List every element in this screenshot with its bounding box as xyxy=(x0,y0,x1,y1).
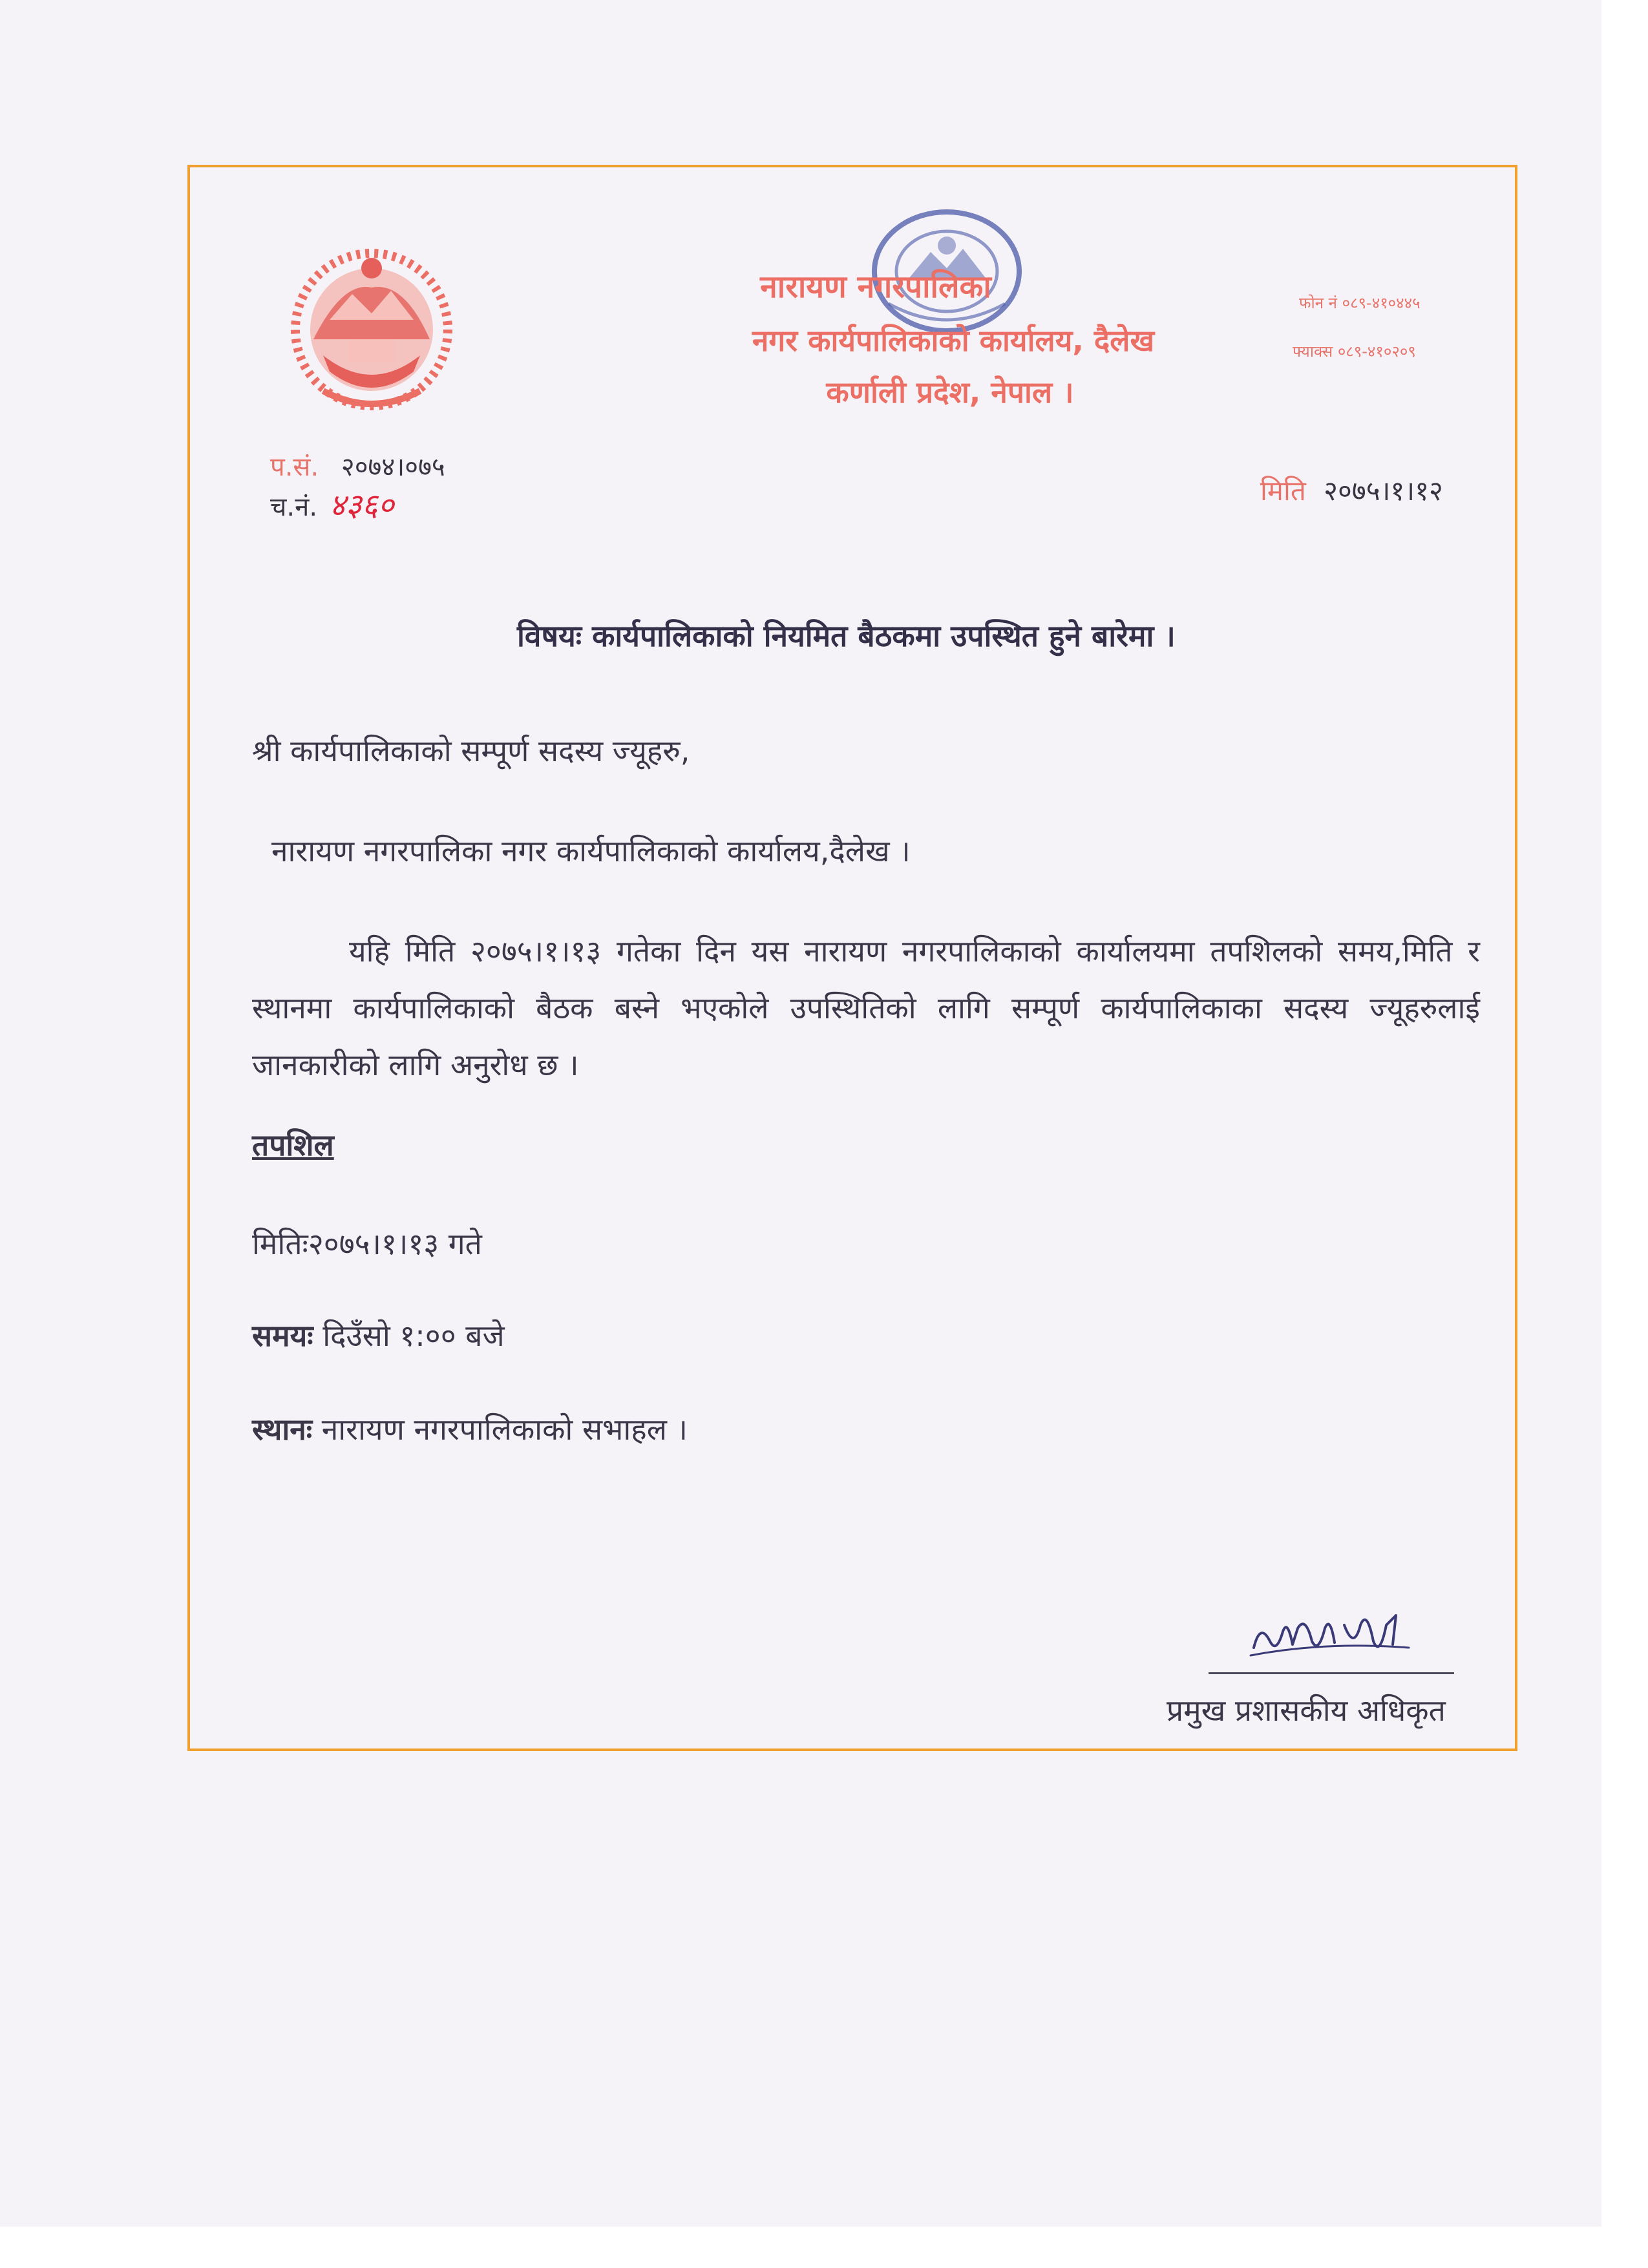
reference-cn xyxy=(270,483,394,525)
letterhead-office: नगर कार्यपालिकाको कार्यालय, दैलेख xyxy=(752,323,1155,358)
letterhead-fax: फ्याक्स ०८९-४१०२०९ xyxy=(1293,342,1416,361)
details-place-value: नारायण नगरपालिकाको सभाहल । xyxy=(321,1412,688,1447)
letter-date xyxy=(1260,472,1443,509)
reference-ps-value: २०७४।०७५ xyxy=(341,452,445,482)
reference-ps-label: प.सं. xyxy=(270,452,319,482)
letterhead-org-name: नारायण नगरपालिका xyxy=(760,269,991,305)
letter-subject: विषयः कार्यपालिकाको नियमित बैठकमा उपस्थित हुने बारेमा । xyxy=(517,618,1176,653)
letter-date-label: मिति xyxy=(1260,475,1306,507)
nepal-emblem-icon xyxy=(284,242,459,420)
handwritten-signature xyxy=(1247,1596,1415,1667)
addressee-line-1: श्री कार्यपालिकाको सम्पूर्ण सदस्य ज्यूहरु, xyxy=(252,733,690,768)
details-place xyxy=(252,1409,688,1449)
details-time xyxy=(252,1315,505,1355)
reference-cn-handwritten: ४३६० xyxy=(329,487,394,523)
details-time-value: दिउँसो १:०० बजे xyxy=(322,1318,505,1353)
body-paragraph: यहि मिति २०७५।१।१३ गतेका दिन यस नारायण नगरपालिकाको कार्यालयमा तपशिलको समय,मिति र स्थानमा कार्यपालिकाको बैठक बस्ने भएकोले उपस्थितिको लागि सम्पूर्ण कार्यपालिकाका सदस्य ज्यूहरुलाई जानकारीको लागि अनुरोध छ । xyxy=(252,934,1480,1082)
signature-designation: प्रमुख प्रशासकीय अधिकृत xyxy=(1167,1693,1446,1728)
signature-line xyxy=(1209,1672,1454,1674)
addressee-line-2: नारायण नगरपालिका नगर कार्यपालिकाको कार्यालय,दैलेख । xyxy=(271,834,911,868)
details-heading: तपशिल xyxy=(252,1128,334,1162)
letter-date-value: २०७५।१।१२ xyxy=(1324,475,1443,507)
details-time-label: समयः xyxy=(252,1318,313,1353)
letterhead-phone: फोन नं ०८९-४१०४४५ xyxy=(1299,294,1421,312)
details-place-label: स्थानः xyxy=(252,1412,313,1447)
reference-cn-label: च.नं. xyxy=(270,492,318,522)
letterhead-province: कर्णाली प्रदेश, नेपाल । xyxy=(826,375,1074,410)
reference-ps xyxy=(270,448,445,483)
scan-edge-right xyxy=(1601,0,1648,2268)
scan-edge-bottom xyxy=(0,2227,1648,2268)
details-date-line: मितिः२०७५।१।१३ गते xyxy=(252,1226,482,1261)
